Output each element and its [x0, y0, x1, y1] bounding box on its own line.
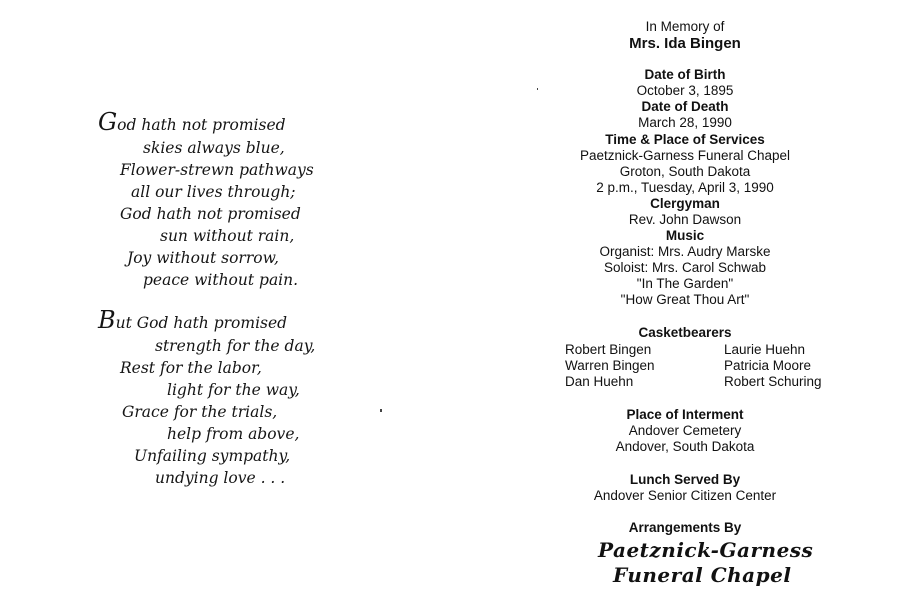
poem-line: Unfailing sympathy, [134, 447, 291, 465]
poem-drop-cap: B [98, 306, 116, 334]
casketbearer: Warren Bingen [565, 358, 655, 373]
poem-drop-cap: G [98, 108, 118, 136]
scan-speck [380, 409, 382, 412]
services-heading: Time & Place of Services [605, 132, 765, 147]
soloist: Soloist: Mrs. Carol Schwab [603, 260, 767, 275]
poem-line: peace without pain. [143, 271, 299, 289]
date-of-birth-heading: Date of Birth [644, 67, 726, 82]
casketbearer: Robert Schuring [724, 374, 822, 389]
poem-line-text: od hath not promised [117, 116, 286, 134]
song-2: "How Great Thou Art" [620, 292, 750, 307]
casketbearer: Robert Bingen [565, 342, 652, 357]
song-1: "In The Garden" [636, 276, 734, 291]
poem-line: sun without rain, [160, 227, 295, 245]
poem-line: all our lives through; [131, 183, 296, 201]
services-city: Groton, South Dakota [619, 164, 751, 179]
casketbearer: Patricia Moore [724, 358, 812, 373]
poem-line: Flower-strewn pathways [120, 161, 314, 179]
lunch-heading: Lunch Served By [629, 472, 741, 487]
casketbearer: Laurie Huehn [724, 342, 806, 357]
poem-line: help from above, [167, 425, 300, 443]
funeral-home-logotype: Funeral Chapel [613, 563, 792, 587]
interment-place: Andover Cemetery [628, 423, 742, 438]
arrangements-heading: Arrangements By [628, 520, 742, 535]
music-heading: Music [665, 228, 705, 243]
poem-line: light for the way, [167, 381, 300, 399]
poem-line [98, 306, 288, 334]
interment-heading: Place of Interment [626, 407, 744, 422]
scan-speck [537, 88, 538, 90]
interment-city: Andover, South Dakota [615, 439, 755, 454]
lunch-by: Andover Senior Citizen Center [593, 488, 777, 503]
date-of-death-heading: Date of Death [641, 99, 729, 114]
poem-line: God hath not promised [120, 205, 301, 223]
casketbearers-heading: Casketbearers [638, 325, 732, 340]
poem-line: skies always blue, [143, 139, 285, 157]
poem-line [98, 108, 286, 136]
organist: Organist: Mrs. Audry Marske [599, 244, 771, 259]
in-memory-of: In Memory of [645, 19, 725, 34]
poem-line: Rest for the labor, [120, 359, 262, 377]
poem-line-text: ut God hath promised [115, 314, 288, 332]
poem-line: undying love . . . [155, 469, 286, 487]
poem-line: strength for the day, [155, 337, 316, 355]
funeral-home-logotype: Paetznick-Garness [598, 538, 814, 562]
services-place: Paetznick-Garness Funeral Chapel [579, 148, 791, 163]
services-time: 2 p.m., Tuesday, April 3, 1990 [596, 180, 774, 195]
casketbearer: Dan Huehn [565, 374, 634, 389]
poem-line: Grace for the trials, [122, 403, 278, 421]
date-of-birth: October 3, 1895 [636, 83, 734, 98]
deceased-name: Mrs. Ida Bingen [629, 35, 741, 52]
clergyman: Rev. John Dawson [628, 212, 742, 227]
poem-line: Joy without sorrow, [127, 249, 279, 267]
clergyman-heading: Clergyman [650, 196, 720, 211]
date-of-death: March 28, 1990 [638, 115, 732, 130]
